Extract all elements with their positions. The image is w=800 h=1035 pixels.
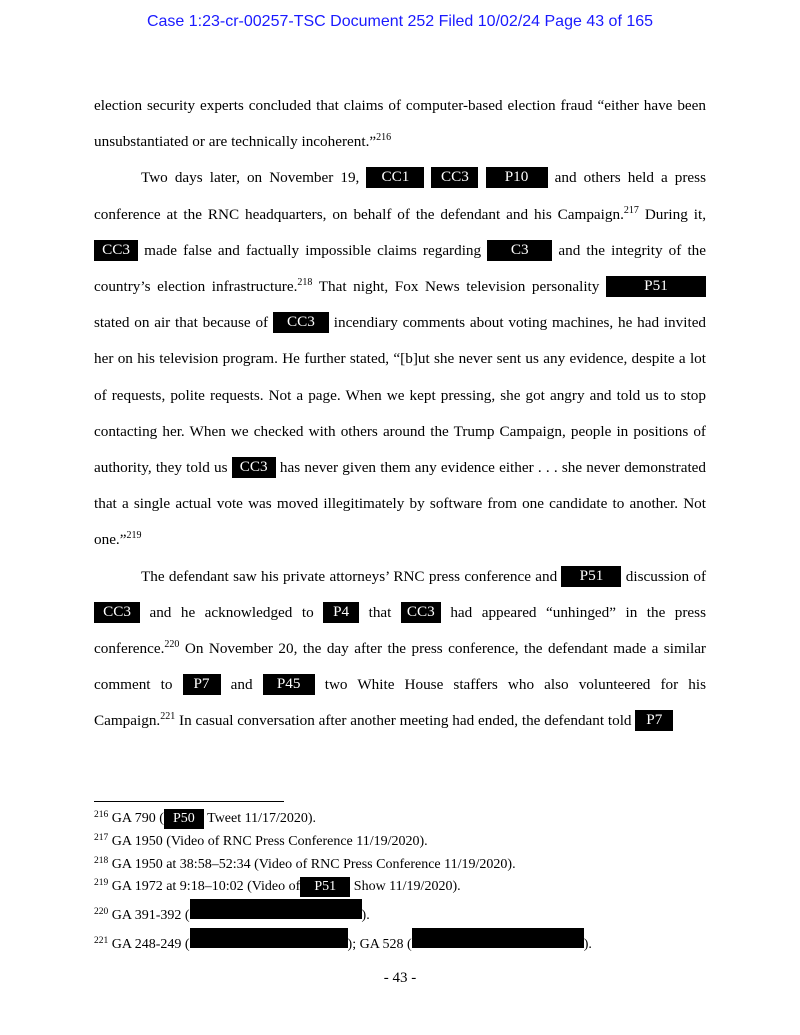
redaction-cc3: CC3 [401, 602, 441, 623]
footnote-ref-221: 221 [160, 711, 176, 723]
paragraph-2 [94, 160, 706, 558]
footnote-221 [94, 928, 714, 957]
footnote-217 [94, 831, 714, 854]
footnote-218 [94, 854, 714, 877]
footnote-text: GA 1950 at 38:58–52:34 (Video of RNC Press Conference 11/19/2020). [108, 856, 516, 872]
footnote-216 [94, 808, 714, 831]
footnote-219 [94, 876, 714, 899]
redaction-p7: P7 [635, 710, 673, 731]
footnote-divider [94, 801, 284, 802]
redaction-p51: P51 [300, 877, 350, 897]
p3-text-e: had appeared “unhinged” in the press conference. [94, 603, 706, 658]
paragraph-3 [94, 559, 706, 740]
p3-text-g: and [230, 676, 253, 694]
p2-text-c: During it, [638, 205, 706, 223]
p3-text-d: that [368, 603, 392, 621]
p2-text-e: and the integrity of the country’s election infrastructure. [94, 241, 707, 296]
footnote-text: Show 11/19/2020). [350, 879, 461, 895]
footnote-ref-218: 218 [297, 277, 313, 289]
footnote-text: ). [361, 908, 370, 924]
paragraph-1 [94, 88, 706, 160]
page-number: - 43 - [383, 970, 417, 986]
redaction-p51: P51 [561, 566, 621, 587]
footnote-ref-219: 219 [126, 530, 142, 542]
redaction-c3: C3 [487, 240, 552, 261]
footnote-number: 220 [94, 907, 109, 918]
p3-text-a: The defendant saw his private attorneys’ RNC press conference and [141, 567, 558, 585]
body-text [94, 88, 706, 740]
redaction-block [190, 899, 362, 919]
p2-text-a: Two days later, on November 19, [141, 169, 360, 187]
redaction-p45: P45 [263, 674, 315, 695]
redaction-p10: P10 [486, 167, 548, 188]
redaction-p51: P51 [606, 276, 706, 297]
p3-text-h: two White House staffers who also volunteered for his Campaign. [94, 676, 707, 730]
redaction-cc1: CC1 [366, 167, 424, 188]
redaction-p4: P4 [323, 602, 359, 623]
footnote-ref-216: 216 [376, 132, 392, 144]
p3-text-i: In casual conversation after another meeting had ended, the defendant told [175, 712, 632, 730]
p2-text-i: has never given them any evidence either . . . she never demonstrated that a single actual vote was moved illegitimately by software from one candidate to another. Not one.” [94, 459, 707, 549]
redaction-cc3: CC3 [94, 602, 140, 623]
footnote-number: 221 [94, 935, 109, 946]
p3-text-b: discussion of [625, 567, 707, 585]
p3-text-f: On November 20, the day after the press conference, the defendant made a similar comment to [94, 640, 706, 694]
redaction-p7: P7 [183, 674, 221, 695]
redaction-p50: P50 [164, 809, 204, 829]
p2-text-g: stated on air that because of [94, 314, 269, 332]
p2-text-f: That night, Fox News television personality [312, 278, 600, 296]
p2-text-b: and others held a press conference at the RNC headquarters, on behalf of the defendant and his Campaign. [94, 169, 706, 223]
footnote-number: 217 [94, 832, 109, 843]
redaction-cc3: CC3 [232, 457, 276, 478]
p2-text-d: made false and factually impossible claims regarding [144, 241, 482, 259]
footnote-text: GA 248-249 ( [108, 936, 190, 952]
redaction-cc3: CC3 [431, 167, 478, 188]
footnote-number: 219 [94, 878, 109, 889]
footnote-text: Tweet 11/17/2020). [203, 811, 317, 826]
footnote-text: GA 1972 at 9:18–10:02 (Video of [108, 879, 301, 895]
footnote-text: GA 790 ( [108, 811, 164, 826]
footnote-text: GA 1950 (Video of RNC Press Conference 11/19/2020). [108, 833, 428, 849]
footnote-ref-217: 217 [623, 204, 639, 216]
p2-text-h: incendiary comments about voting machines, he had invited her on his television program. He further stated, “[b]ut she never sent us any evidence, despite a lot of requests, polite requests. Not a page. When we kept pressing, she got angry and told us to stop contacting her. When we checked with others around the Trump Campaign, people in positions of authority, they told us [94, 314, 707, 477]
p3-text-c: and he acknowledged to [149, 603, 314, 621]
footnotes [94, 808, 714, 957]
footnote-number: 218 [94, 855, 109, 866]
case-header: Case 1:23-cr-00257-TSC Document 252 Filed 10/02/24 Page 43 of 165 [146, 13, 654, 30]
redaction-block [190, 928, 348, 948]
paragraph-1-text: election security experts concluded that claims of computer-based election fraud “either have been unsubstantiated or are technically incoherent.” [94, 97, 706, 151]
footnote-220 [94, 899, 714, 928]
footnote-ref-220: 220 [164, 639, 180, 651]
redaction-block [412, 928, 584, 948]
footnote-number: 216 [94, 810, 109, 820]
footnote-text: ); GA 528 ( [347, 936, 412, 952]
redaction-cc3: CC3 [273, 312, 329, 333]
footnote-text: GA 391-392 ( [108, 908, 190, 924]
footnote-text: ). [583, 936, 592, 952]
redaction-cc3: CC3 [94, 240, 138, 261]
